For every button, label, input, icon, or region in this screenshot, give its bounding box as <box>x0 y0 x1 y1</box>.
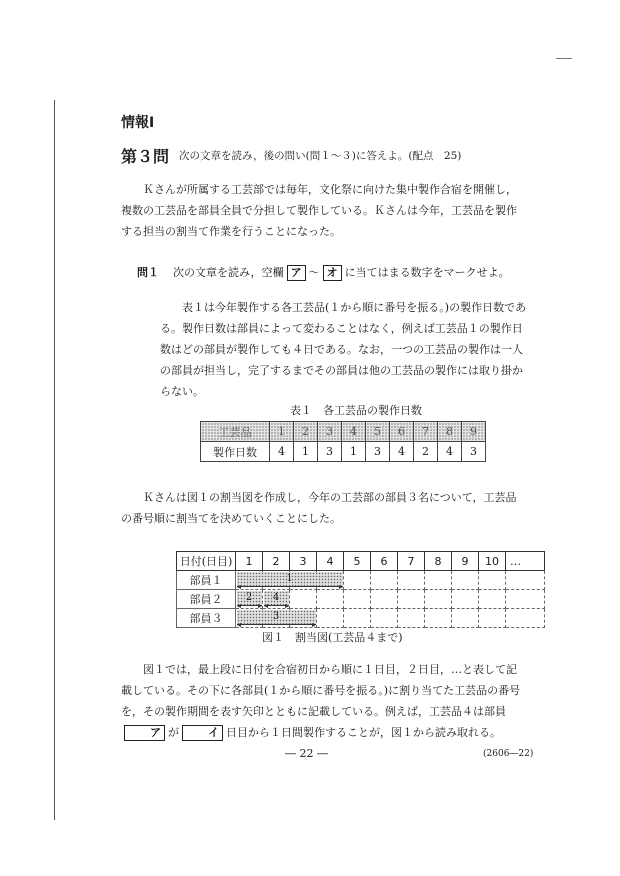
figure1-cell <box>452 609 479 628</box>
figure1-header-label: 日付(日目) <box>177 552 236 571</box>
figure1-cell <box>506 609 545 628</box>
figure1-member-row <box>177 571 545 590</box>
figure1-day-header: 2 <box>263 552 290 571</box>
table1-item-number: 8 <box>438 422 462 442</box>
figure1-cell <box>425 590 452 609</box>
table1 <box>200 421 486 462</box>
figure1-cell <box>506 590 545 609</box>
margin-line <box>54 100 55 820</box>
figure1-member-label: 部員２ <box>177 590 236 609</box>
question1-prompt <box>137 264 510 281</box>
table1-day-count: 1 <box>342 442 366 462</box>
question1-text-before: 次の文章を読み，空欄 <box>173 266 284 279</box>
figure1-cell <box>425 609 452 628</box>
table1-item-number: 9 <box>462 422 486 442</box>
figure1-cell <box>344 609 371 628</box>
figure1-cell <box>479 609 506 628</box>
figure1-cell <box>479 571 506 590</box>
paragraph-4 <box>121 659 521 743</box>
table1-day-count: 4 <box>390 442 414 462</box>
figure1-day-header: 7 <box>398 552 425 571</box>
table1-item-number: 1 <box>270 422 294 442</box>
paragraph-4-text: 図１では，最上段に日付を合宿初日から順に１日目，２日目，…と表して記載している。その下に各部員(１から順に番号を振る。)に割り当てた工芸品の番号を，その製作期間を表す矢印とともに記載している。例えば，工芸品４は部員 <box>121 663 521 718</box>
intro-paragraph: Ｋさんが所属する工芸部では毎年，文化祭に向けた集中製作合宿を開催し，複数の工芸品を部員全員で分担して製作している。Ｋさんは今年，工芸品を製作する担当の割当て作業を行うことになった。 <box>121 183 517 238</box>
assignment-arrow-bar: 1 <box>237 572 343 587</box>
table1-item-number: 5 <box>366 422 390 442</box>
tilde: ～ <box>308 266 320 279</box>
figure1-member-row <box>177 590 545 609</box>
figure1-day-header: 6 <box>371 552 398 571</box>
figure1-day-header: 4 <box>317 552 344 571</box>
paragraph-2 <box>160 297 530 402</box>
table1-header-label: 工芸品 <box>201 422 270 442</box>
table1-item-number: 6 <box>390 422 414 442</box>
exam-code: (2606―22) <box>483 749 534 759</box>
figure1-cell <box>317 609 344 628</box>
figure1-member-row <box>177 609 545 628</box>
blank-box-a: ア <box>287 265 306 281</box>
paragraph-3: Ｋさんは図１の割当図を作成し，今年の工芸部の部員３名について，工芸品の番号順に割当てを決めていくことにした。 <box>121 491 517 525</box>
figure1-cell <box>344 590 371 609</box>
table1-item-number: 7 <box>414 422 438 442</box>
figure1-cell <box>317 590 344 609</box>
question-label: 第３問 <box>121 147 170 166</box>
figure1-member-label: 部員３ <box>177 609 236 628</box>
table1-item-number: 3 <box>318 422 342 442</box>
figure1-cell <box>398 609 425 628</box>
figure1-day-header: 1 <box>236 552 263 571</box>
figure1-more: … <box>506 552 545 571</box>
table1-day-count: 4 <box>270 442 294 462</box>
figure1-cell <box>371 571 398 590</box>
figure1-cell <box>452 590 479 609</box>
figure1-cell <box>290 590 317 609</box>
blank-box-a-2: ア <box>124 725 165 741</box>
table1-day-count: 3 <box>366 442 390 462</box>
corner-mark <box>556 58 572 59</box>
assignment-arrow-bar: 4 <box>264 591 289 606</box>
figure1-caption: 図１ 割当図(工芸品４まで) <box>262 631 403 644</box>
table1-caption: 表１ 各工芸品の製作日数 <box>290 404 422 417</box>
figure1-cell <box>371 609 398 628</box>
figure1-cell <box>452 571 479 590</box>
table1-day-count: 2 <box>414 442 438 462</box>
blank-box-o: オ <box>323 265 342 281</box>
table1-day-count: 3 <box>318 442 342 462</box>
figure1-day-header: 3 <box>290 552 317 571</box>
table1-header-row <box>201 422 486 442</box>
paragraph-2-text: 表１は今年製作する各工芸品(１から順に番号を振る。)の製作日数である。製作日数は部員によって変わることはなく，例えば工芸品１の製作日数はどの部員が製作しても４日である。なお，一つの工芸品の製作は一人の部員が担当し，完了するまでその部員は他の工芸品の製作には取り掛からない。 <box>160 301 527 398</box>
blank-box-i: イ <box>182 725 223 741</box>
table1-day-count: 3 <box>462 442 486 462</box>
figure1-day-header: 5 <box>344 552 371 571</box>
assignment-arrow-bar: 3 <box>237 610 316 625</box>
subject-title: 情報Ⅰ <box>121 115 155 131</box>
figure1-day-header: 9 <box>452 552 479 571</box>
table1-day-count: 4 <box>438 442 462 462</box>
figure1-cell <box>371 590 398 609</box>
question1-number: 問１ <box>137 266 159 279</box>
table1-day-count: 1 <box>294 442 318 462</box>
question-intro: 次の文章を読み，後の問い(問１～３)に答えよ。(配点 25) <box>179 150 462 162</box>
table1-row-label: 製作日数 <box>201 442 270 462</box>
figure1-assignment-chart <box>176 551 545 628</box>
paragraph-4-end: 日目から１日間製作することが，図１から読み取れる。 <box>226 726 501 739</box>
figure1-cell <box>344 571 371 590</box>
figure1-day-header: 10 <box>479 552 506 571</box>
table1-days-row <box>201 442 486 462</box>
figure1-cell <box>479 590 506 609</box>
figure1-header-row <box>177 552 545 571</box>
figure1-cell <box>398 590 425 609</box>
paragraph-4-mid: が <box>168 726 179 739</box>
figure1-grid <box>176 551 545 628</box>
table1-item-number: 4 <box>342 422 366 442</box>
figure1-cell <box>425 571 452 590</box>
figure1-cell <box>398 571 425 590</box>
assignment-arrow-bar: 2 <box>237 591 262 606</box>
figure1-cell <box>506 571 545 590</box>
figure1-member-label: 部員１ <box>177 571 236 590</box>
table1-item-number: 2 <box>294 422 318 442</box>
question1-text-after: に当てはまる数字をマークせよ。 <box>344 266 510 279</box>
figure1-day-header: 8 <box>425 552 452 571</box>
page-number: ― 22 ― <box>285 747 328 760</box>
